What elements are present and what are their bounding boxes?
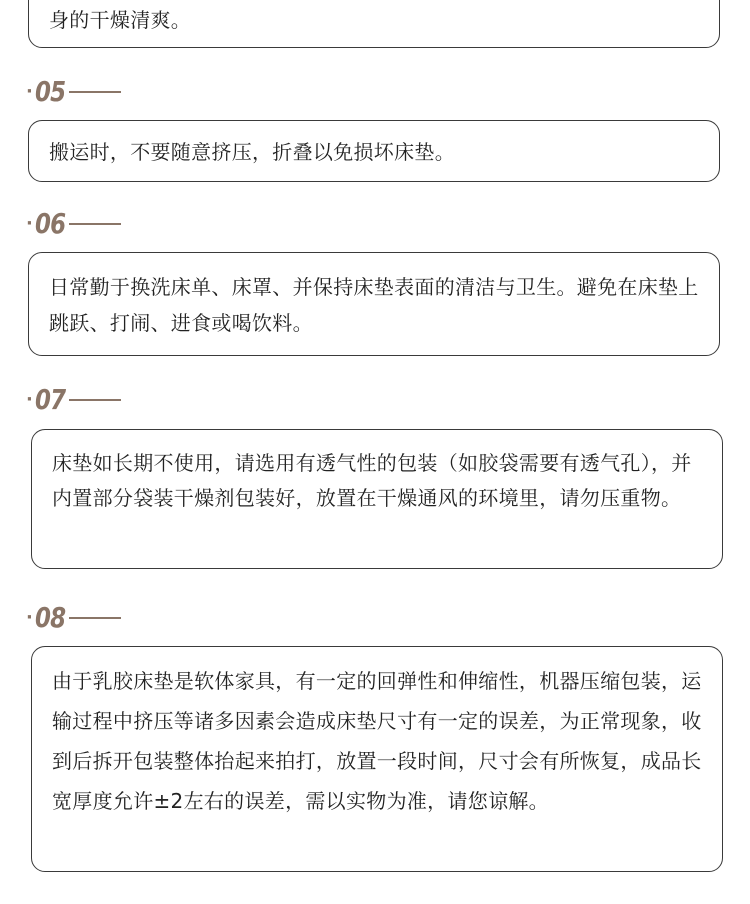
notice-text-04: 身的干燥清爽。 bbox=[49, 8, 192, 32]
notice-text-06: 日常勤于换洗床单、床罩、并保持床垫表面的清洁与卫生。避免在床垫上跳跃、打闹、进食或喝饮料。 bbox=[49, 275, 699, 335]
section-number-06: 06 bbox=[34, 207, 66, 240]
bullet-dot: · bbox=[26, 213, 33, 234]
section-heading-06 bbox=[26, 206, 121, 242]
section-number-07: 07 bbox=[34, 383, 66, 416]
bullet-dot: · bbox=[26, 389, 33, 410]
notice-text-05: 搬运时，不要随意挤压，折叠以免损坏床垫。 bbox=[49, 140, 455, 164]
notice-text-08: 由于乳胶床垫是软体家具，有一定的回弹性和伸缩性，机器压缩包装，运输过程中挤压等诸多因素会造成床垫尺寸有一定的误差，为正常现象，收到后拆开包装整体抬起来拍打，放置一段时间，尺寸会有所恢复，成品长宽厚度允许±2左右的误差，需以实物为准，请您谅解。 bbox=[52, 669, 702, 813]
notice-text-07: 床垫如长期不使用，请选用有透气性的包装（如胶袋需要有透气孔），并内置部分袋装干燥剂包装好，放置在干燥通风的环境里，请勿压重物。 bbox=[52, 451, 692, 510]
section-number-08: 08 bbox=[34, 601, 66, 634]
section-heading-08 bbox=[26, 600, 121, 636]
bullet-dot: · bbox=[26, 607, 33, 628]
notice-box-07 bbox=[31, 429, 723, 569]
bullet-dot: · bbox=[26, 81, 33, 102]
notice-box-06 bbox=[28, 252, 720, 356]
section-number-05: 05 bbox=[34, 75, 66, 108]
notice-box-04 bbox=[28, 0, 720, 48]
section-heading-07 bbox=[26, 382, 121, 418]
heading-rule bbox=[69, 91, 121, 93]
section-heading-05 bbox=[26, 74, 121, 110]
notice-box-08 bbox=[31, 646, 723, 872]
heading-rule bbox=[69, 617, 121, 619]
heading-rule bbox=[69, 223, 121, 225]
notice-box-05 bbox=[28, 120, 720, 182]
heading-rule bbox=[69, 399, 121, 401]
